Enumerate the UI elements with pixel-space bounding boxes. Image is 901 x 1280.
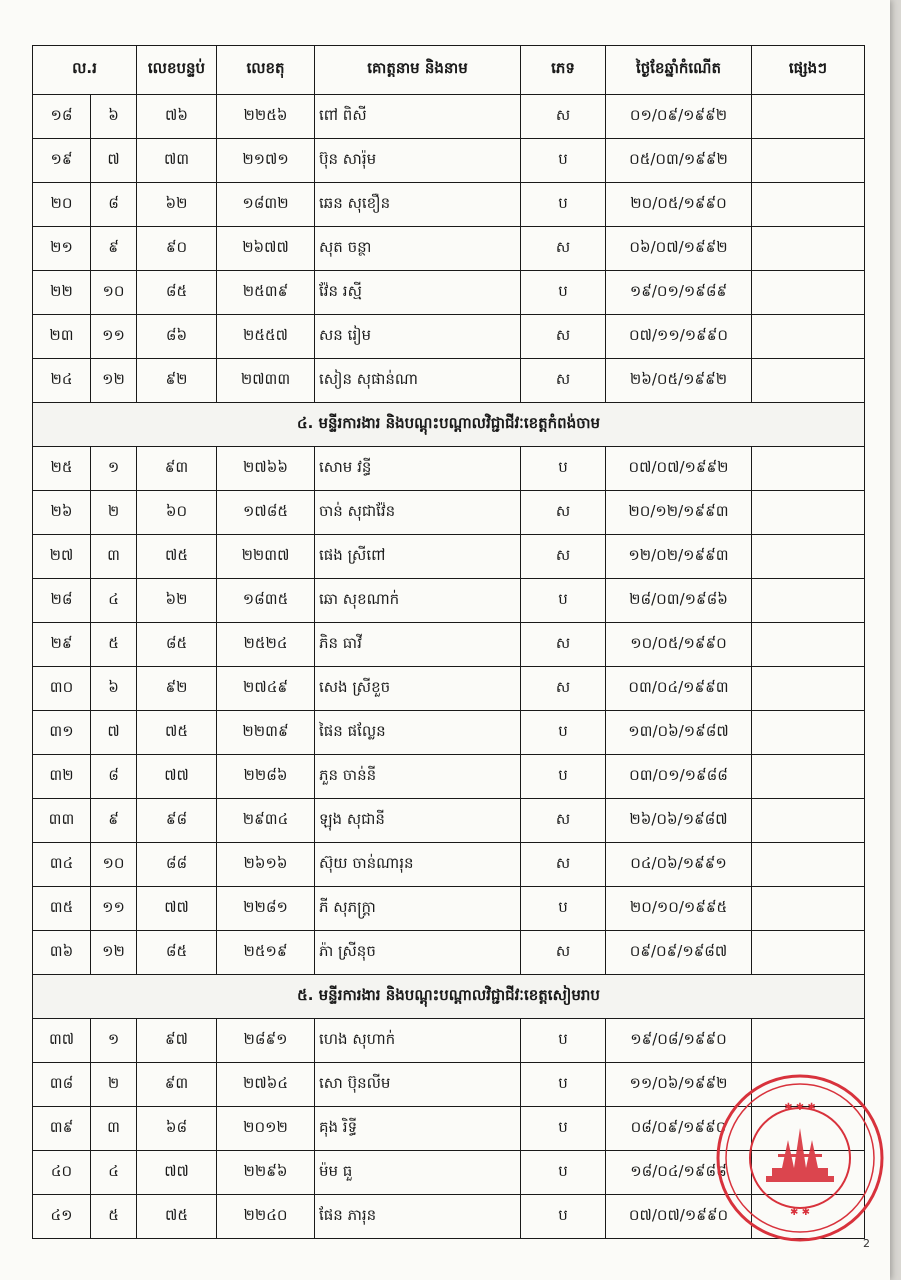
table-row: [33, 799, 865, 843]
cell-name: ម៉ម ធួ: [315, 1151, 521, 1195]
cell-sex: ស: [521, 931, 606, 975]
cell-remarks: [752, 1107, 865, 1151]
section-title: ៤. មន្ទីរការងារ និងបណ្ដុះបណ្ដាលវិជ្ជាជីវៈខេត្តកំពង់ចាម: [33, 403, 865, 447]
cell-name: ភី សុភក្ត្រា: [315, 887, 521, 931]
cell-sub-index: ២: [91, 1063, 137, 1107]
cell-desk: ២៩៣៤: [217, 799, 315, 843]
cell-index: ៣៤: [33, 843, 91, 887]
cell-dob: ០៨/០៩/១៩៩០: [606, 1107, 752, 1151]
cell-name: សុត ចន្ថា: [315, 227, 521, 271]
cell-dob: ១៨/០៤/១៩៨៨: [606, 1151, 752, 1195]
page-number: 2: [863, 1237, 870, 1250]
cell-sex: ប: [521, 183, 606, 227]
header-dob: ថ្ងៃខែឆ្នាំកំណើត: [606, 46, 752, 95]
cell-room: ៩២: [137, 359, 217, 403]
cell-dob: ០៧/១១/១៩៩០: [606, 315, 752, 359]
cell-index: ២៣: [33, 315, 91, 359]
section-title: ៥. មន្ទីរការងារ និងបណ្ដុះបណ្ដាលវិជ្ជាជីវៈខេត្តសៀមរាប: [33, 975, 865, 1019]
cell-remarks: [752, 447, 865, 491]
cell-remarks: [752, 139, 865, 183]
cell-sub-index: ១២: [91, 931, 137, 975]
cell-desk: ២២៤០: [217, 1195, 315, 1239]
cell-desk: ២២៣៧: [217, 535, 315, 579]
cell-remarks: [752, 491, 865, 535]
table-row: [33, 1019, 865, 1063]
cell-dob: ១២/០២/១៩៩៣: [606, 535, 752, 579]
cell-sub-index: ១១: [91, 315, 137, 359]
cell-dob: ១៣/០៦/១៩៨៧: [606, 711, 752, 755]
cell-sub-index: ១០: [91, 271, 137, 315]
table-row: [33, 755, 865, 799]
cell-desk: ២៧៦៦: [217, 447, 315, 491]
cell-dob: ០៦/០៧/១៩៩២: [606, 227, 752, 271]
cell-index: ២៦: [33, 491, 91, 535]
cell-dob: ០៤/០៦/១៩៩១: [606, 843, 752, 887]
table-row: [33, 1151, 865, 1195]
cell-sex: ស: [521, 315, 606, 359]
cell-name: ផៃន ផល្លែន: [315, 711, 521, 755]
cell-dob: ១១/០៦/១៩៩២: [606, 1063, 752, 1107]
cell-sex: ប: [521, 447, 606, 491]
cell-name: ស៊ុយ ចាន់ណារុន: [315, 843, 521, 887]
table-row: [33, 315, 865, 359]
cell-remarks: [752, 1063, 865, 1107]
cell-index: ៣៦: [33, 931, 91, 975]
cell-desk: ២៧៣៣: [217, 359, 315, 403]
cell-sex: ប: [521, 755, 606, 799]
cell-desk: ២០១២: [217, 1107, 315, 1151]
cell-desk: ២២៨១: [217, 887, 315, 931]
cell-name: ឆោ សុខណាក់: [315, 579, 521, 623]
cell-dob: ១៩/០១/១៩៨៩: [606, 271, 752, 315]
cell-sub-index: ៦: [91, 95, 137, 139]
cell-name: សេង ស្រីខួច: [315, 667, 521, 711]
cell-remarks: [752, 711, 865, 755]
cell-sub-index: ១០: [91, 843, 137, 887]
cell-remarks: [752, 315, 865, 359]
cell-index: ២០: [33, 183, 91, 227]
cell-sub-index: ១១: [91, 887, 137, 931]
cell-desk: ២៥១៩: [217, 931, 315, 975]
cell-dob: ២០/០៥/១៩៩០: [606, 183, 752, 227]
cell-index: ២៥: [33, 447, 91, 491]
cell-room: ៩៨: [137, 799, 217, 843]
cell-sub-index: ១២: [91, 359, 137, 403]
cell-sex: ប: [521, 579, 606, 623]
cell-remarks: [752, 227, 865, 271]
cell-remarks: [752, 183, 865, 227]
cell-index: ៣៨: [33, 1063, 91, 1107]
cell-desk: ២៥២៤: [217, 623, 315, 667]
table-row: [33, 535, 865, 579]
cell-sex: ស: [521, 667, 606, 711]
cell-desk: ២៥៥៧: [217, 315, 315, 359]
table-row: [33, 1195, 865, 1239]
cell-room: ៩២: [137, 667, 217, 711]
cell-name: សោម វន្ធី: [315, 447, 521, 491]
cell-dob: ០៣/០១/១៩៨៨: [606, 755, 752, 799]
cell-index: ៣៩: [33, 1107, 91, 1151]
cell-dob: ២៨/០៣/១៩៨៦: [606, 579, 752, 623]
cell-sub-index: ២: [91, 491, 137, 535]
cell-name: សន រៀម: [315, 315, 521, 359]
table-row: [33, 447, 865, 491]
cell-dob: ០៧/០៧/១៩៩២: [606, 447, 752, 491]
cell-room: ៦០: [137, 491, 217, 535]
table-row: [33, 1063, 865, 1107]
cell-remarks: [752, 579, 865, 623]
cell-name: សៀន សុផាន់ណា: [315, 359, 521, 403]
cell-name: ឆេន សុខឿន: [315, 183, 521, 227]
cell-room: ៦២: [137, 579, 217, 623]
cell-remarks: [752, 799, 865, 843]
cell-dob: ២៦/០៥/១៩៩២: [606, 359, 752, 403]
cell-sub-index: ៣: [91, 535, 137, 579]
cell-index: ១៩: [33, 139, 91, 183]
cell-dob: ១៩/០៨/១៩៩០: [606, 1019, 752, 1063]
cell-sex: ស: [521, 799, 606, 843]
section-row: [33, 403, 865, 447]
cell-desk: ២២៣៩: [217, 711, 315, 755]
cell-room: ៩៧: [137, 1019, 217, 1063]
table-row: [33, 271, 865, 315]
table-row: [33, 711, 865, 755]
cell-name: ផែន ភារុន: [315, 1195, 521, 1239]
cell-room: ៨៥: [137, 271, 217, 315]
cell-sub-index: ៨: [91, 755, 137, 799]
cell-dob: ២០/១២/១៩៩៣: [606, 491, 752, 535]
cell-sex: ប: [521, 1107, 606, 1151]
cell-index: ២៧: [33, 535, 91, 579]
cell-sex: ស: [521, 359, 606, 403]
cell-sub-index: ៧: [91, 139, 137, 183]
cell-sex: ស: [521, 535, 606, 579]
section-row: [33, 975, 865, 1019]
cell-sex: ស: [521, 843, 606, 887]
table-row: [33, 1107, 865, 1151]
cell-room: ៧៥: [137, 711, 217, 755]
cell-desk: ១៨៣២: [217, 183, 315, 227]
cell-sex: ប: [521, 1063, 606, 1107]
table-row: [33, 843, 865, 887]
table-row: [33, 227, 865, 271]
cell-room: ៧៧: [137, 1151, 217, 1195]
cell-dob: ១០/០៥/១៩៩០: [606, 623, 752, 667]
svg-text:✱ ✱ ✱: ✱ ✱ ✱: [784, 1102, 816, 1113]
cell-name: ភិន ធាវី: [315, 623, 521, 667]
cell-name: គុង រិទ្ធី: [315, 1107, 521, 1151]
table-row: [33, 183, 865, 227]
cell-sex: ស: [521, 227, 606, 271]
table-row: [33, 359, 865, 403]
cell-sub-index: ៥: [91, 623, 137, 667]
table-row: [33, 491, 865, 535]
cell-sub-index: ៤: [91, 579, 137, 623]
cell-room: ៧៣: [137, 139, 217, 183]
cell-sex: ស: [521, 95, 606, 139]
cell-remarks: [752, 359, 865, 403]
cell-index: ២១: [33, 227, 91, 271]
cell-room: ៧៦: [137, 95, 217, 139]
cell-index: ៣៥: [33, 887, 91, 931]
header-desk: លេខតុ: [217, 46, 315, 95]
cell-remarks: [752, 1151, 865, 1195]
cell-sex: ស: [521, 491, 606, 535]
cell-dob: ០៥/០៣/១៩៩២: [606, 139, 752, 183]
cell-desk: ២៦១៦: [217, 843, 315, 887]
cell-name: ភ៉ា ស្រីនុច: [315, 931, 521, 975]
cell-sub-index: ១: [91, 447, 137, 491]
cell-dob: ០៧/០៧/១៩៩០: [606, 1195, 752, 1239]
cell-sex: ប: [521, 271, 606, 315]
header-room: លេខបន្ទប់: [137, 46, 217, 95]
cell-sub-index: ៨: [91, 183, 137, 227]
cell-room: ៨៥: [137, 623, 217, 667]
cell-desk: ២៧៦៤: [217, 1063, 315, 1107]
cell-name: ចាន់ សុជាវ៉ែន: [315, 491, 521, 535]
cell-index: ២៤: [33, 359, 91, 403]
cell-remarks: [752, 1019, 865, 1063]
cell-sex: ប: [521, 1195, 606, 1239]
cell-room: ៧៧: [137, 755, 217, 799]
cell-room: ៩០: [137, 227, 217, 271]
cell-sex: ប: [521, 1019, 606, 1063]
cell-sex: ស: [521, 623, 606, 667]
table-header-row: [33, 46, 865, 95]
cell-name: ឡុង សុជានី: [315, 799, 521, 843]
cell-room: ៧៥: [137, 1195, 217, 1239]
cell-sex: ប: [521, 711, 606, 755]
table-row: [33, 667, 865, 711]
cell-room: ៨៨: [137, 843, 217, 887]
cell-remarks: [752, 887, 865, 931]
cell-sub-index: ១: [91, 1019, 137, 1063]
cell-name: ហេង សុហាក់: [315, 1019, 521, 1063]
header-remarks: ផ្សេងៗ: [752, 46, 865, 95]
cell-desk: ២២៨៦: [217, 755, 315, 799]
cell-remarks: [752, 623, 865, 667]
cell-room: ៦៨: [137, 1107, 217, 1151]
cell-room: ៨៦: [137, 315, 217, 359]
cell-sub-index: ៤: [91, 1151, 137, 1195]
cell-desk: ២២៥៦: [217, 95, 315, 139]
cell-room: ៩៣: [137, 447, 217, 491]
cell-desk: ១៧៨៥: [217, 491, 315, 535]
cell-name: ភួន ចាន់នី: [315, 755, 521, 799]
cell-name: ពៅ ពិសី: [315, 95, 521, 139]
cell-remarks: [752, 843, 865, 887]
cell-desk: ២៨៩១: [217, 1019, 315, 1063]
cell-desk: ២៧៤៩: [217, 667, 315, 711]
cell-name: ផេង ស្រីពៅ: [315, 535, 521, 579]
cell-room: ៧៧: [137, 887, 217, 931]
cell-index: ៣៧: [33, 1019, 91, 1063]
cell-dob: ០៣/០៤/១៩៩៣: [606, 667, 752, 711]
cell-sub-index: ៥: [91, 1195, 137, 1239]
cell-sub-index: ៧: [91, 711, 137, 755]
cell-name: ប៊ុន សារ៉ុម: [315, 139, 521, 183]
cell-remarks: [752, 755, 865, 799]
cell-desk: ២៦៧៧: [217, 227, 315, 271]
candidate-table: [32, 45, 865, 1239]
cell-desk: ១៨៣៥: [217, 579, 315, 623]
table-row: [33, 623, 865, 667]
cell-index: ៤១: [33, 1195, 91, 1239]
table-row: [33, 887, 865, 931]
cell-desk: ២១៧១: [217, 139, 315, 183]
table-row: [33, 931, 865, 975]
cell-sub-index: ៩: [91, 227, 137, 271]
cell-remarks: [752, 931, 865, 975]
cell-remarks: [752, 535, 865, 579]
cell-name: វ៉ែន រស្មី: [315, 271, 521, 315]
cell-desk: ២៥៣៩: [217, 271, 315, 315]
cell-index: ១៨: [33, 95, 91, 139]
cell-index: ៣១: [33, 711, 91, 755]
table-row: [33, 579, 865, 623]
table-row: [33, 95, 865, 139]
cell-dob: ០៩/០៩/១៩៨៧: [606, 931, 752, 975]
cell-index: ៣២: [33, 755, 91, 799]
table-row: [33, 139, 865, 183]
cell-room: ៦២: [137, 183, 217, 227]
cell-sex: ប: [521, 887, 606, 931]
cell-desk: ២២៩៦: [217, 1151, 315, 1195]
cell-index: ២៩: [33, 623, 91, 667]
cell-index: ២៨: [33, 579, 91, 623]
cell-index: ២២: [33, 271, 91, 315]
cell-sex: ប: [521, 139, 606, 183]
cell-remarks: [752, 271, 865, 315]
header-no: ល.រ: [33, 46, 137, 95]
cell-sub-index: ៦: [91, 667, 137, 711]
cell-room: ៨៥: [137, 931, 217, 975]
cell-index: ៣៣: [33, 799, 91, 843]
cell-room: ៩៣: [137, 1063, 217, 1107]
cell-sub-index: ៣: [91, 1107, 137, 1151]
header-name: គោត្តនាម និងនាម: [315, 46, 521, 95]
header-sex: ភេទ: [521, 46, 606, 95]
cell-index: ៤០: [33, 1151, 91, 1195]
cell-remarks: [752, 1195, 865, 1239]
cell-dob: ២០/១០/១៩៩៥: [606, 887, 752, 931]
cell-dob: ០១/០៩/១៩៩២: [606, 95, 752, 139]
cell-index: ៣០: [33, 667, 91, 711]
cell-name: សោ ប៊ុនលីម: [315, 1063, 521, 1107]
cell-sub-index: ៩: [91, 799, 137, 843]
svg-text:✱ ✱: ✱ ✱: [790, 1207, 810, 1218]
cell-dob: ២៦/០៦/១៩៨៧: [606, 799, 752, 843]
cell-remarks: [752, 667, 865, 711]
cell-room: ៧៥: [137, 535, 217, 579]
cell-sex: ប: [521, 1151, 606, 1195]
cell-remarks: [752, 95, 865, 139]
